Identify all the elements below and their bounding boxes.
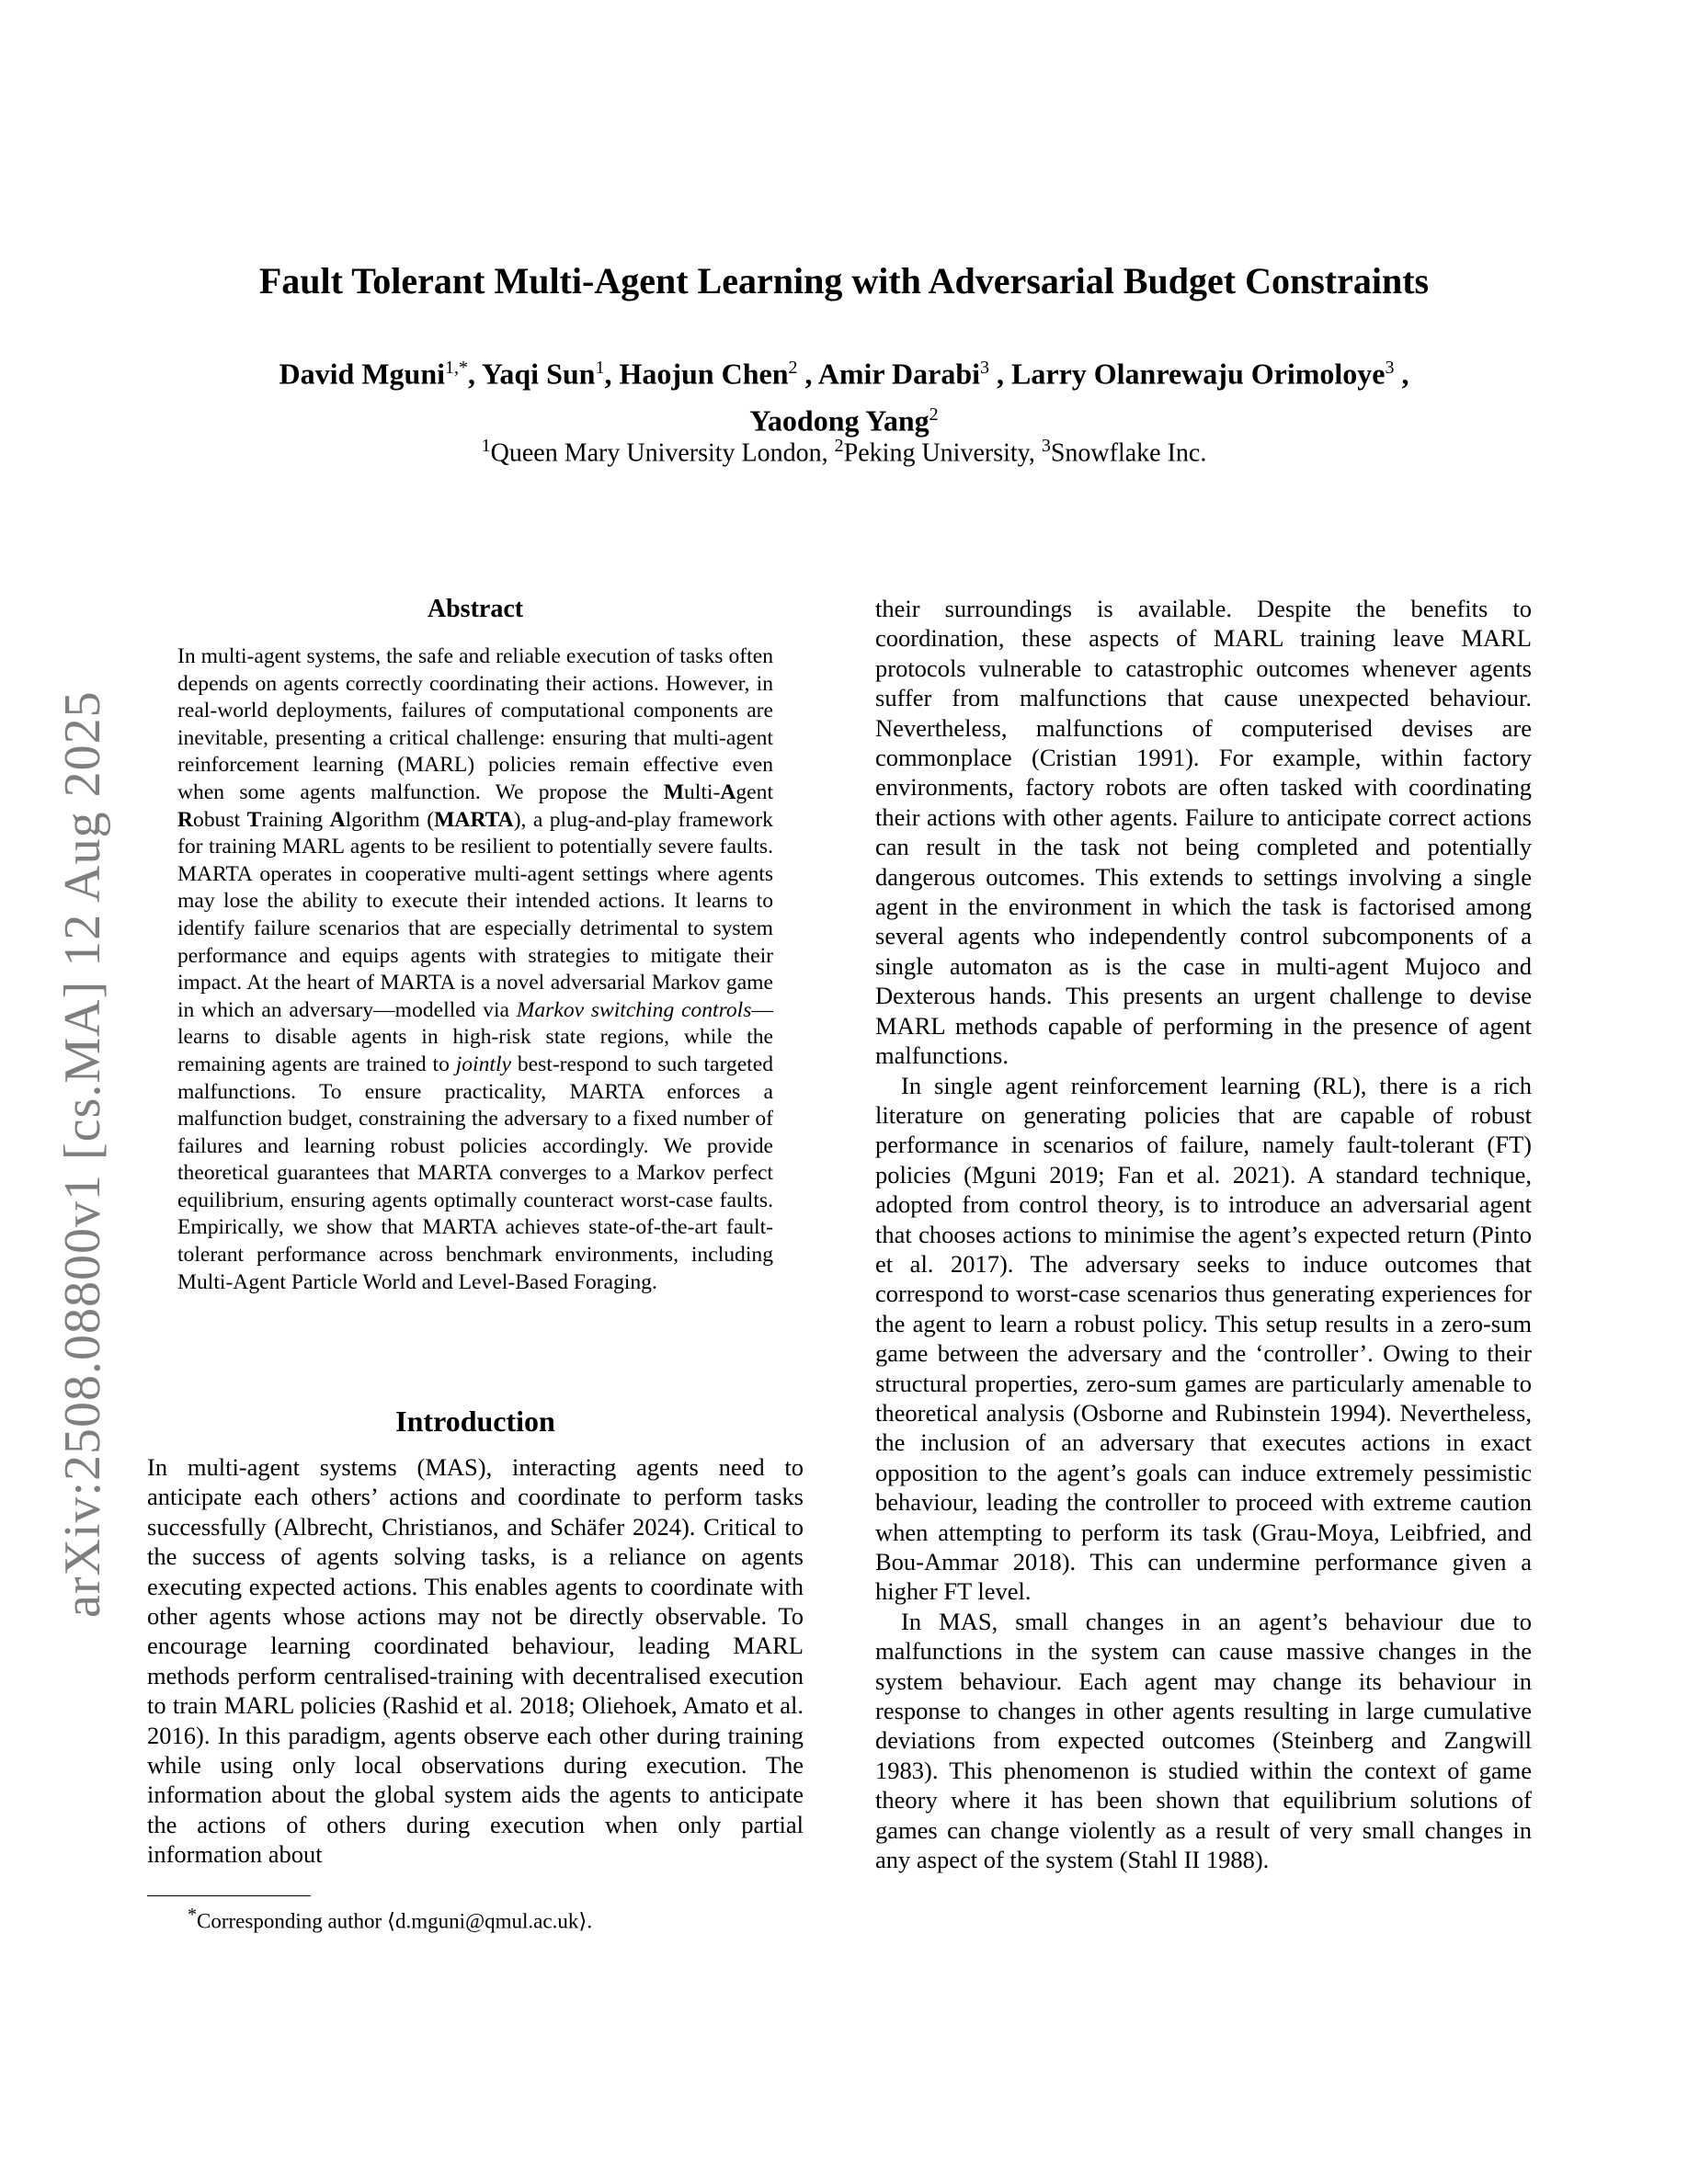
abstract-heading: Abstract xyxy=(427,595,524,623)
arxiv-identifier-stamp: arXiv:2508.08800v1 [cs.MA] 12 Aug 2025 xyxy=(54,690,111,1618)
abstract-text: raining xyxy=(261,807,330,832)
affiliation-mark: 2 xyxy=(834,436,844,456)
abstract-text: best-respond to such targeted malfunctions. To ensure practicality, MARTA enforces a malfunction budget, constraining the adversary to a fixed number of failures and learning robust policies accordingly. We provide theoretical guarantees that MARTA converges to a Markov perfect equilibrium, ensuring agents optimally counteract worst-case faults. Empirically, we show that MARTA achieves state-of-the-art fault-tolerant performance across benchmark environments, including Multi-Agent Particle World and Level-Based Foraging. xyxy=(177,1052,773,1294)
affiliation-name: Peking University, xyxy=(843,438,1042,468)
paper-title: Fault Tolerant Multi-Agent Learning with Adversarial Budget Constraints xyxy=(258,260,1430,301)
affiliation-mark: 3 xyxy=(1041,436,1051,456)
author-affiliation-mark: 1,* xyxy=(445,358,468,378)
abstract-paragraph xyxy=(177,643,773,1296)
acronym-letter: A xyxy=(720,779,736,804)
abstract-text: —learns to disable agents in high-risk state regions, while the remaining agents are trained to xyxy=(177,997,773,1076)
right-column-body xyxy=(875,594,1532,1874)
abstract-body xyxy=(177,643,773,1296)
abstract-text: lgorithm ( xyxy=(345,807,435,832)
author-affiliation-mark: 3 xyxy=(980,358,990,378)
intro-paragraph: In multi-agent systems (MAS), interacting agents need to anticipate each others’ actions and coordinate to perform tasks successfully (Albrecht, Christianos, and Schäfer 2024). Critical to the success of agents solving tasks, is a reliance on agents executing expected actions. This enables agents to coordinate with other agents whose actions may not be directly observable. To encourage learning coordinated behaviour, leading MARL methods perform centralised-training with decentralised execution to train MARL policies (Rashid et al. 2018; Oliehoek, Amato et al. 2016). In this paradigm, agents observe each other during training while using only local observations during execution. The information about the global system aids the agents to anticipate the actions of others during execution when only partial information about xyxy=(147,1453,804,1869)
author-name: Yaqi Sun xyxy=(481,357,596,391)
affiliation-name: Snowflake Inc. xyxy=(1050,438,1207,468)
emphasis-text: Markov switching controls xyxy=(516,997,752,1022)
left-column-body xyxy=(147,1452,804,1870)
affiliation-mark: 1 xyxy=(481,436,491,456)
author-name: Haojun Chen xyxy=(619,357,789,391)
affiliations xyxy=(0,436,1688,468)
body-paragraph: their surroundings is available. Despite the benefits to coordination, these aspects of MARL training leave MARL protocols vulnerable to catastrophic outcomes whenever agents suffer from malfunctions that cause unexpected behaviour. Nevertheless, malfunctions of computerised devises are commonplace (Cristian 1991). For example, within factory environments, factory robots are often tasked with coordinating their actions with other agents. Failure to anticipate correct actions can result in the task not being completed and potentially dangerous outcomes. This extends to settings involving a single agent in the environment in which the task is factorised among several agents who independently control subcomponents of a single automaton as is the case in multi-agent Mujoco and Dexterous hands. This presents an urgent challenge to devise MARL methods capable of performing in the presence of agent malfunctions. xyxy=(875,595,1532,1070)
body-paragraph: In MAS, small changes in an agent’s behaviour due to malfunctions in the system can cause massive changes in the system behaviour. Each agent may change its behaviour in response to changes in other agents resulting in large cumulative deviations from expected outcomes (Steinberg and Zangwill 1983). This phenomenon is studied within the context of game theory where it has been shown that equilibrium solutions of games can change violently as a result of very small changes in any aspect of the system (Stahl II 1988). xyxy=(875,1607,1532,1874)
acronym-letter: M xyxy=(663,779,684,804)
body-paragraph: In single agent reinforcement learning (RL), there is a rich literature on generating policies that are capable of robust performance in scenarios of failure, namely fault-tolerant (FT) policies (Mguni 2019; Fan et al. 2021). A standard technique, adopted from control theory, is to introduce an adversarial agent that chooses actions to minimise the agent’s expected return (Pinto et al. 2017). The adversary seeks to induce outcomes that correspond to worst-case scenarios thus generating experiences for the agent to learn a robust policy. This setup results in a zero-sum game between the adversary and the ‘controller’. Owing to their structural properties, zero-sum games are particularly amenable to theoretical analysis (Osborne and Rubinstein 1994). Nevertheless, the inclusion of an adversary that executes actions in exact opposition to the agent’s goals can induce extremely pessimistic behaviour, leading the controller to proceed with extreme caution when attempting to perform its task (Grau-Moya, Leibfried, and Bou-Ammar 2018). This can undermine performance given a higher FT level. xyxy=(875,1071,1532,1606)
affiliation-name: Queen Mary University London, xyxy=(490,438,835,468)
acronym-letter: T xyxy=(246,807,262,832)
abstract-text: ), a plug-and-play framework for training MARL agents to be resilient to potentially severe faults. MARTA operates in cooperative multi-agent settings where agents may lose the ability to execute their intended actions. It learns to identify failure scenarios that are especially detrimental to system performance and equips agents with strategies to mitigate their impact. At the heart of MARTA is a novel adversarial Markov game in which an adversary—modelled via xyxy=(177,807,773,1022)
abstract-text: gent xyxy=(736,779,773,804)
footnote xyxy=(188,1905,592,1934)
footnote-rule xyxy=(147,1895,311,1896)
author-affiliation-mark: 2 xyxy=(788,358,798,378)
author-name: Larry Olanrewaju Orimoloye xyxy=(1011,357,1386,391)
author-name: Amir Darabi xyxy=(817,357,981,391)
author-affiliation-mark: 2 xyxy=(929,404,939,425)
author-list: David Mguni$^{1,*}$, Yaqi Sun$^1$, Haojun Chen$^2$ , Amir Darabi$^3$ , Larry Olanrewaju Orimoloye$^3$ , Yaodong Yang$^2$ xyxy=(279,357,1409,438)
author-affiliation-mark: 1 xyxy=(595,358,605,378)
footnote-text: Corresponding author ⟨d.mguni@qmul.ac.uk⟩. xyxy=(197,1909,593,1933)
footnote-mark: * xyxy=(188,1905,197,1925)
abstract-text: obust xyxy=(193,807,247,832)
abstract-text: ulti- xyxy=(684,779,721,804)
author-affiliation-mark: 3 xyxy=(1385,358,1395,378)
abstract-text: In multi-agent systems, the safe and reliable execution of tasks often depends on agents correctly coordinating their actions. However, in real-world deployments, failures of computational components are inevitable, presenting a critical challenge: ensuring that multi-agent reinforcement learning (MARL) policies remain effective even when some agents malfunction. We propose the xyxy=(177,644,773,804)
acronym-letter: R xyxy=(177,807,194,832)
section-heading-introduction: Introduction xyxy=(395,1405,555,1438)
author-name: David Mguni xyxy=(279,357,445,391)
acronym-letter: A xyxy=(329,807,346,832)
author-name: Yaodong Yang xyxy=(749,404,930,438)
method-acronym: MARTA xyxy=(434,807,514,832)
emphasis-text: jointly xyxy=(455,1052,511,1076)
